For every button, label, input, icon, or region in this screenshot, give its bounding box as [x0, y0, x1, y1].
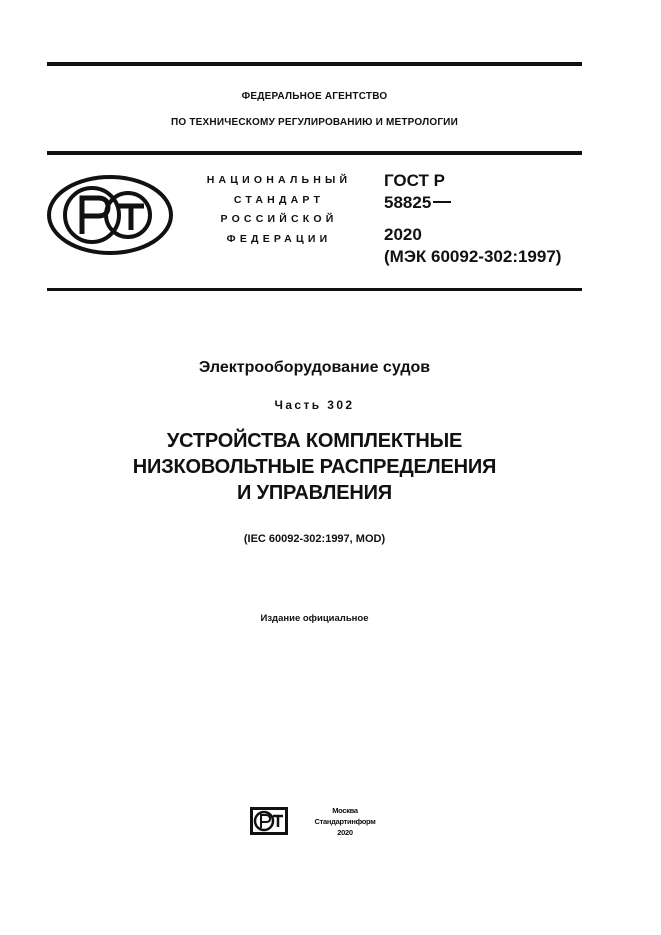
- document-subtitle-line-3: И УПРАВЛЕНИЯ: [237, 482, 392, 504]
- document-subtitle-line-1: УСТРОЙСТВА КОМПЛЕКТНЫЕ: [166, 430, 463, 452]
- gost-iec: (МЭК 60092-302:1997): [384, 247, 562, 266]
- gost-number-line: [384, 191, 451, 214]
- national-line-4: ФЕДЕРАЦИИ: [226, 233, 332, 245]
- bottom-rule: [47, 288, 582, 291]
- middle-rule: [47, 151, 582, 155]
- document-subtitle-line-2: НИЗКОВОЛЬТНЫЕ РАСПРЕДЕЛЕНИЯ: [132, 456, 497, 478]
- top-rule: [47, 62, 582, 66]
- gost-number: 58825: [384, 193, 432, 212]
- gost-label: ГОСТ Р: [384, 171, 445, 190]
- national-line-1: НАЦИОНАЛЬНЫЙ: [206, 174, 352, 186]
- standartinform-logo-icon: [249, 805, 289, 837]
- document-part: Часть 302: [274, 398, 355, 412]
- rst-certification-logo-icon: [46, 174, 174, 256]
- gost-dash: [433, 201, 451, 203]
- agency-line-1: ФЕДЕРАЛЬНОЕ АГЕНТСТВО: [241, 91, 388, 102]
- iec-reference: (IEC 60092-302:1997, MOD): [243, 533, 386, 545]
- publisher-name: Стандартинформ: [314, 817, 376, 826]
- agency-line-2: ПО ТЕХНИЧЕСКОМУ РЕГУЛИРОВАНИЮ И МЕТРОЛОГИИ: [171, 117, 458, 128]
- edition-note: Издание официальное: [260, 613, 369, 624]
- gost-year: 2020: [384, 225, 422, 244]
- national-line-2: СТАНДАРТ: [233, 194, 325, 206]
- document-title: Электрооборудование судов: [198, 359, 431, 376]
- national-line-3: РОССИЙСКОЙ: [220, 213, 338, 225]
- publisher-year: 2020: [337, 828, 353, 837]
- publisher-city: Москва: [332, 806, 358, 815]
